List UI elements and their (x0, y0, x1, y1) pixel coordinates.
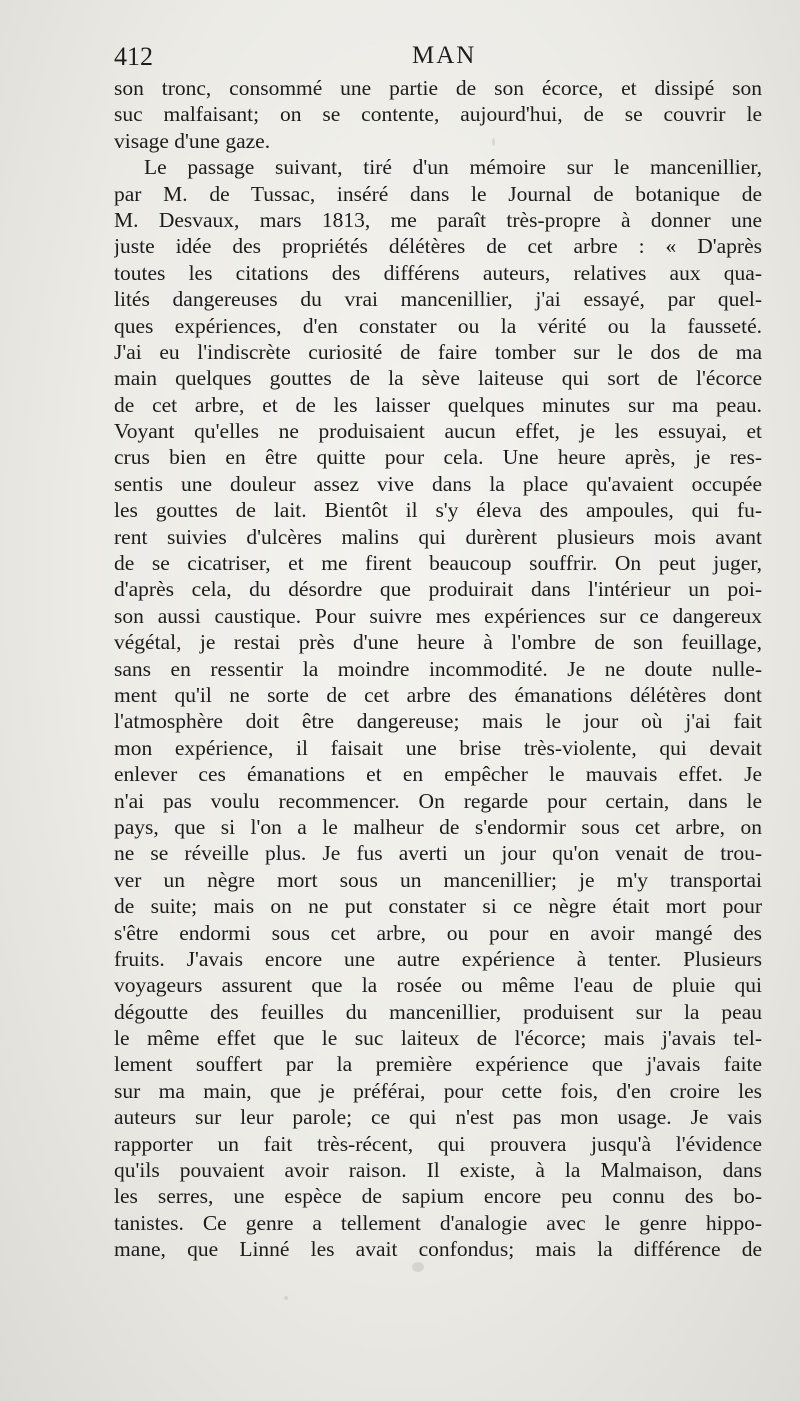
text-line: ques expériences, d'en constater ou la vérité ou la fausseté. (114, 313, 762, 338)
text-line: de cet arbre, et de les laisser quelques minutes sur ma peau. (114, 392, 762, 417)
text-line: de se cicatriser, et me firent beaucoup souffrir. On peut juger, (114, 551, 762, 576)
paper-speck (412, 1262, 424, 1272)
text-line: les gouttes de lait. Bientôt il s'y éleva des ampoules, qui fu- (114, 498, 762, 523)
text-line: auteurs sur leur parole; ce qui n'est pas mon usage. Je vais (114, 1105, 762, 1130)
text-line: Voyant qu'elles ne produisaient aucun effet, je les essuyai, et (114, 419, 762, 444)
paragraph-start-line: Le passage suivant, tiré d'un mémoire sur le mancenillier, (144, 155, 762, 180)
text-line: son aussi caustique. Pour suivre mes expériences sur ce dangereux (114, 603, 762, 628)
paper-speck (492, 138, 495, 146)
text-line: visage d'une gaze. (114, 128, 271, 153)
page-header (114, 38, 764, 78)
text-line: s'être endormi sous cet arbre, ou pour en avoir mangé des (114, 920, 762, 945)
text-line: rent suivies d'ulcères malins qui durèrent plusieurs mois avant (114, 524, 762, 549)
text-line: sans en ressentir la moindre incommodité. Je ne doute nulle- (114, 656, 762, 681)
text-line: sentis une douleur assez vive dans la place qu'avaient occupée (114, 471, 762, 496)
text-line: dégoutte des feuilles du mancenillier, produisent sur la peau (114, 999, 762, 1024)
text-line: l'atmosphère doit être dangereuse; mais le jour où j'ai fait (114, 709, 762, 734)
text-line: main quelques gouttes de la sève laiteuse qui sort de l'écorce (114, 366, 762, 391)
text-line: enlever ces émanations et en empêcher le mauvais effet. Je (114, 762, 762, 787)
text-line: fruits. J'avais encore une autre expérience à tenter. Plusieurs (114, 946, 762, 971)
text-line: ver un nègre mort sous un mancenillier; je m'y transportai (114, 867, 762, 892)
text-line: rapporter un fait très-récent, qui prouvera jusqu'à l'évidence (114, 1131, 762, 1156)
text-line: J'ai eu l'indiscrète curiosité de faire tomber sur le dos de ma (114, 339, 762, 364)
text-line: M. Desvaux, mars 1813, me paraît très-propre à donner une (114, 207, 762, 232)
text-line: mon expérience, il faisait une brise très-violente, qui devait (114, 735, 762, 760)
text-line: son tronc, consommé une partie de son écorce, et dissipé son (114, 76, 762, 100)
text-line: toutes les citations des différens auteurs, relatives aux qua- (114, 260, 762, 285)
text-line: mane, que Linné les avait confondus; mais la différence de (114, 1237, 762, 1262)
text-line: lement souffert par la première expérience que j'avais faite (114, 1052, 762, 1077)
text-line: ment qu'il ne sorte de cet arbre des émanations délétères dont (114, 682, 762, 707)
text-line: pays, que si l'on a le malheur de s'endormir sous cet arbre, on (114, 814, 762, 839)
text-line: de suite; mais on ne put constater si ce nègre était mort pour (114, 894, 762, 919)
text-line: qu'ils pouvaient avoir raison. Il existe, à la Malmaison, dans (114, 1158, 762, 1183)
text-line: le même effet que le suc laiteux de l'écorce; mais j'avais tel- (114, 1026, 762, 1051)
text-line: les serres, une espèce de sapium encore peu connu des bo- (114, 1184, 762, 1209)
text-line: crus bien en être quitte pour cela. Une heure après, je res- (114, 445, 762, 470)
text-line: tanistes. Ce genre a tellement d'analogie avec le genre hippo- (114, 1210, 762, 1235)
text-line: par M. de Tussac, inséré dans le Journal de botanique de (114, 181, 762, 206)
running-head: MAN (412, 42, 477, 69)
text-line: juste idée des propriétés délétères de cet arbre : « D'après (114, 234, 762, 259)
body-text (114, 75, 762, 1263)
text-line: sur ma main, que je préférai, pour cette fois, d'en croire les (114, 1078, 762, 1103)
text-line: voyageurs assurent que la rosée ou même l'eau de pluie qui (114, 973, 762, 998)
text-line: d'après cela, du désordre que produirait dans l'intérieur un poi- (114, 577, 762, 602)
paper-speck (284, 1296, 288, 1300)
text-line: lités dangereuses du vrai mancenillier, j'ai essayé, par quel- (114, 287, 762, 312)
text-line: n'ai pas voulu recommencer. On regarde pour certain, dans le (114, 788, 762, 813)
text-line: végétal, je restai près d'une heure à l'ombre de son feuillage, (114, 630, 762, 655)
text-line: suc malfaisant; on se contente, aujourd'hui, de se couvrir le (114, 102, 762, 127)
page-number: 412 (114, 42, 153, 71)
text-line: ne se réveille plus. Je fus averti un jour qu'on venait de trou- (114, 841, 762, 866)
